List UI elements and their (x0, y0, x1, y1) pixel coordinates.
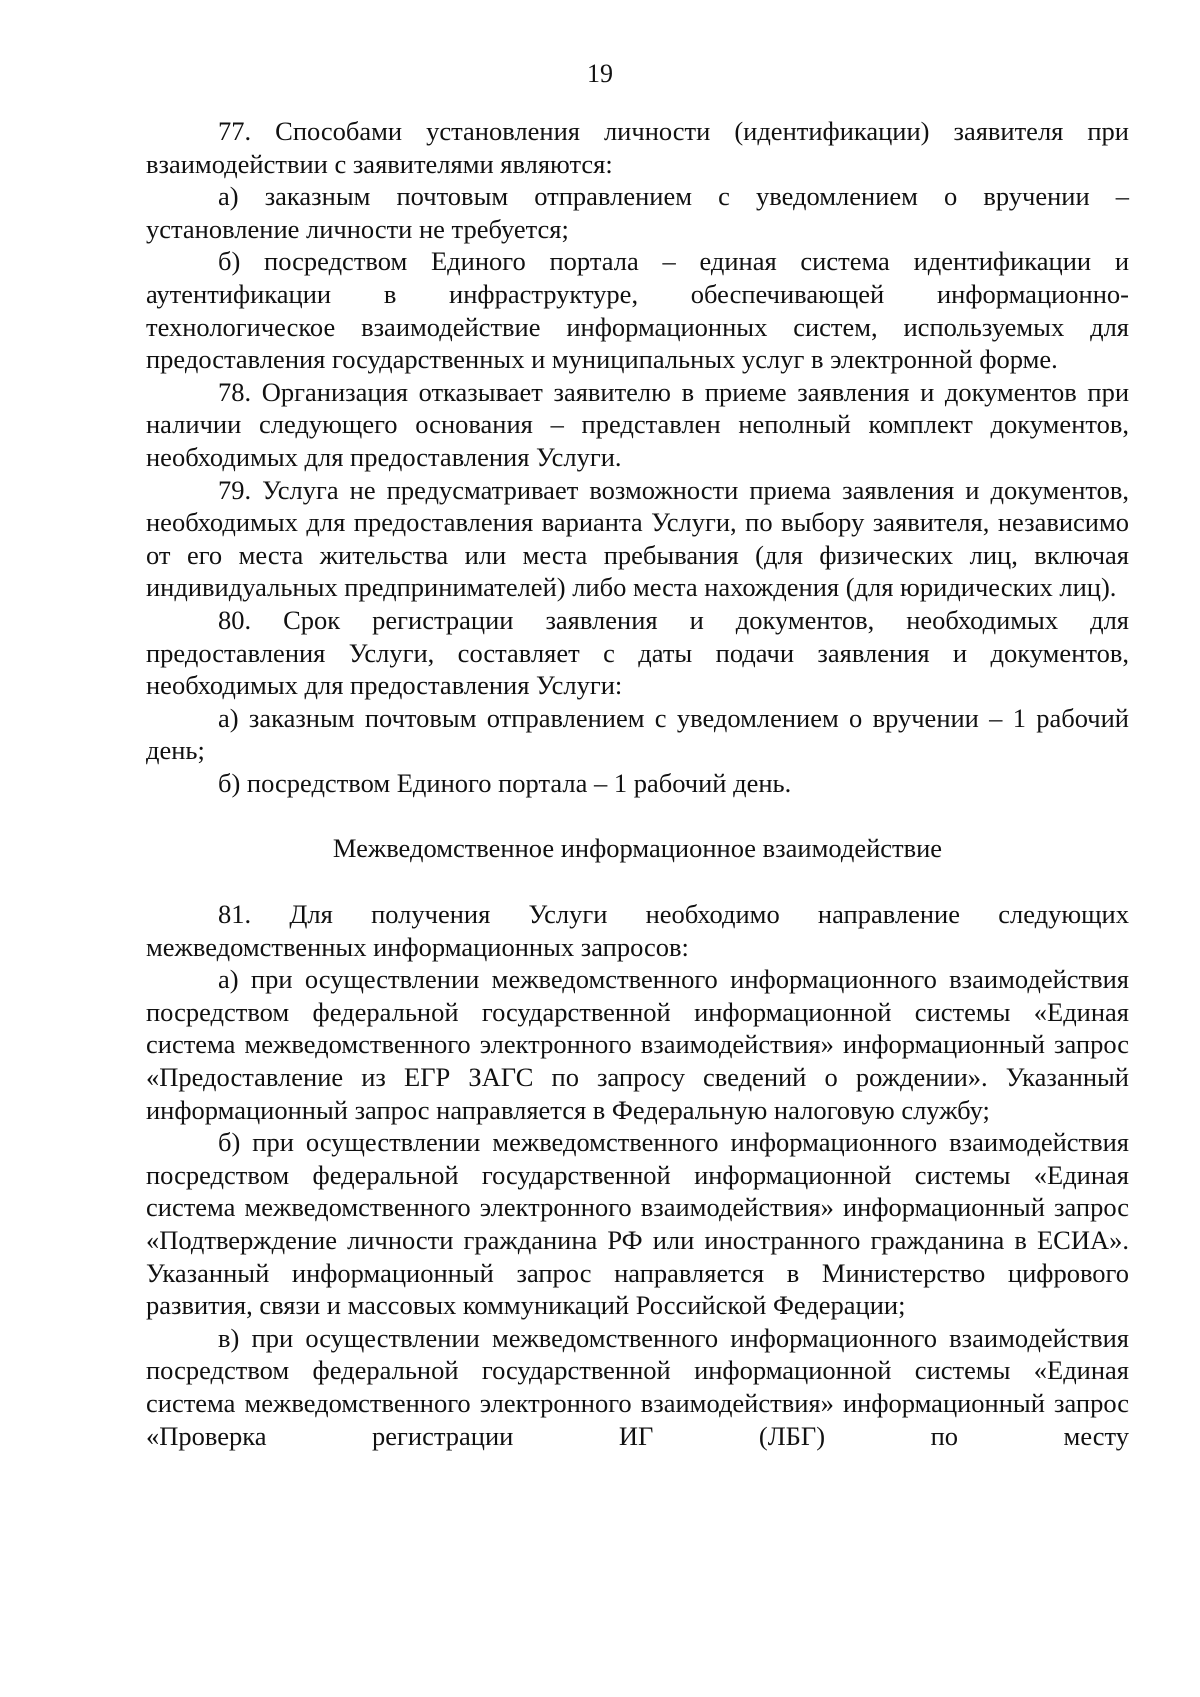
paragraph-77: 77. Способами установления личности (идентификации) заявителя при взаимодействии с заявителями являются: (146, 116, 1129, 179)
paragraph-77-b: б) посредством Единого портала – единая система идентификации и аутентификации в инфраструктуре, обеспечивающей информационно-технологическое взаимодействие информационных систем, используемых для предоставления государственных и муниципальных услуг в электронной форме. (146, 246, 1129, 375)
paragraph-81-b: б) при осуществлении межведомственного информационного взаимодействия посредством федеральной государственной информационной системы «Единая система межведомственного электронного взаимодействия» информационный запрос «Подтверждение личности гражданина РФ или иностранного гражданина в ЕСИА». Указанный информационный запрос направляется в Министерство цифрового развития, связи и массовых коммуникаций Российской Федерации; (146, 1127, 1129, 1321)
page-number: 19 (587, 59, 613, 88)
paragraph-80-a: а) заказным почтовым отправлением с уведомлением о вручении – 1 рабочий день; (146, 702, 1129, 766)
paragraph-81-v: в) при осуществлении межведомственного информационного взаимодействия посредством федеральной государственной информационной системы «Единая система межведомственного электронного взаимодействия» информационный запрос «Проверка регистрации ИГ (ЛБГ) по месту (146, 1322, 1129, 1451)
paragraph-80: 80. Срок регистрации заявления и документов, необходимых для предоставления Услуги, составляет с даты подачи заявления и документов, необходимых для предоставления Услуги: (146, 604, 1129, 701)
paragraph-79: 79. Услуга не предусматривает возможности приема заявления и документов, необходимых для предоставления варианта Услуги, по выбору заявителя, независимо от его места жительства или места пребывания (для физических лиц, включая индивидуальных предпринимателей) либо места нахождения (для юридических лиц). (146, 474, 1129, 603)
paragraph-81: 81. Для получения Услуги необходимо направление следующих межведомственных информационных запросов: (146, 899, 1129, 962)
paragraph-81-a: а) при осуществлении межведомственного информационного взаимодействия посредством федеральной государственной информационной системы «Единая система межведомственного электронного взаимодействия» информационный запрос «Предоставление из ЕГР ЗАГС по запросу сведений о рождении». Указанный информационный запрос направляется в Федеральную налоговую службу; (146, 964, 1129, 1125)
section-heading: Межведомственное информационное взаимодействие (332, 833, 943, 864)
paragraph-80-b: б) посредством Единого портала – 1 рабочий день. (218, 767, 792, 798)
document-body (146, 115, 1129, 1452)
paragraph-77-a: а) заказным почтовым отправлением с уведомлением о вручении – установление личности не требуется; (146, 181, 1129, 244)
paragraph-78: 78. Организация отказывает заявителю в приеме заявления и документов при наличии следующего основания – представлен неполный комплект документов, необходимых для предоставления Услуги. (146, 376, 1129, 472)
